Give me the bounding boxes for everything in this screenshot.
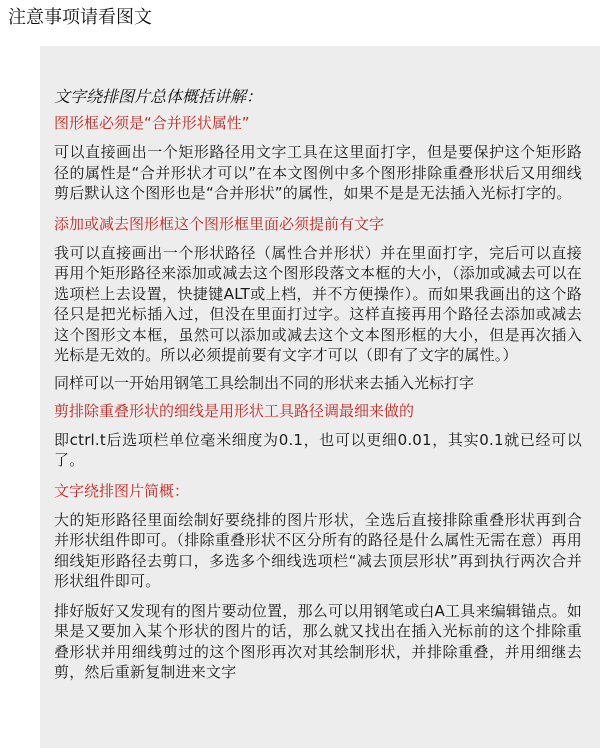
section-heading-2: 添加或减去图形框这个图形框里面必须提前有文字 (54, 214, 385, 233)
section-heading-1: 图形框必须是“合并形状属性” (54, 114, 250, 132)
section-heading-4: 文字绕排图片简概： (54, 481, 190, 500)
section-4-paragraph-1: 大的矩形路径里面绘制好要绕排的图片形状，全选后直接排除重叠形状再到合并形状组件即可。（排除重叠形状不区分所有的路径是什么属性无需在意）再用细线矩形路径去剪口，多选多个细线选项栏“减去顶层形状”再到执行两次合并形状组件即可。 (54, 510, 582, 590)
section-2-paragraph-1: 我可以直接画出一个形状路径（属性合并形状）并在里面打字，完后可以直接再用个矩形路径来添加或减去这个图形段落文本框的大小，（添加或减去可以在选项栏上去设置，快捷键ALT或上档，并不方便操作）。而如果我画出的这个路径只是把光标插入过，但没在里面打过字。这样直接再用个路径去添加或减去这个图形文本框，虽然可以添加或减去这个文本图形框的大小，但是再次插入光标是无效的。所以必须提前要有文字才可以（即有了文字的属性。） (54, 243, 582, 364)
section-1-paragraph-1: 可以直接画出一个矩形路径用文字工具在这里面打字，但是要保护这个矩形路径的属性是“合并形状才可以”在本文图例中多个图形排除重叠形状后又用细线剪后默认这个图形也是“合并形状”的属性，如果不是是无法插入光标打字的。 (54, 143, 582, 202)
document-card (40, 46, 600, 748)
section-3-paragraph-1: 即ctrl.t后选项栏单位毫米细度为0.1，也可以更细0.01，其实0.1就已经可以了。 (54, 430, 582, 469)
document-title: 文字绕排图片总体概括讲解： (54, 87, 263, 106)
top-note: 注意事项请看图文 (8, 7, 152, 28)
section-4-paragraph-2: 排好版好又发现有的图片要动位置，那么可以用钢笔或白A工具来编辑锚点。如果是又要加入某个形状的图片的话，那么就又找出在插入光标前的这个排除重叠形状并用细线剪过的这个图形再次对其绘制形状，并排除重叠，并用细继去剪，然后重新复制进来文字 (54, 601, 582, 681)
section-2-paragraph-2: 同样可以一开始用钢笔工具绘制出不同的形状来去插入光标打字 (54, 373, 475, 392)
section-heading-3: 剪排除重叠形状的细线是用形状工具路径调最细来做的 (54, 401, 415, 420)
